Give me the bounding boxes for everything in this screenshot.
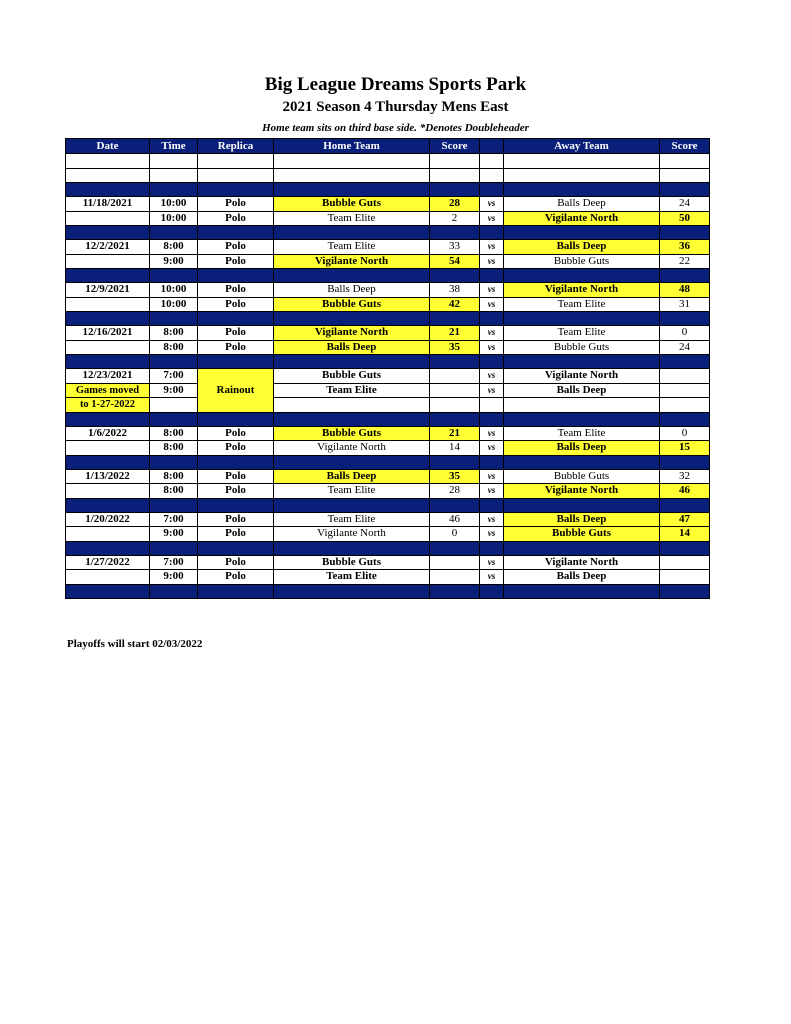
separator-cell	[504, 183, 660, 197]
away-team: Balls Deep	[504, 512, 660, 527]
home-team: Team Elite	[274, 383, 430, 398]
home-score: 28	[430, 197, 480, 212]
separator-cell	[504, 584, 660, 598]
separator-cell	[274, 584, 430, 598]
home-score	[430, 555, 480, 570]
week-separator	[66, 584, 710, 598]
away-score	[660, 369, 710, 384]
away-team: Balls Deep	[504, 240, 660, 255]
game-time: 10:00	[150, 283, 198, 298]
rain-note-row	[66, 398, 710, 413]
column-header-replica: Replica	[198, 139, 274, 154]
empty-cell	[198, 168, 274, 183]
game-date: 1/13/2022	[66, 469, 150, 484]
vs-label: vs	[480, 297, 504, 312]
game-row	[66, 426, 710, 441]
away-score: 14	[660, 527, 710, 542]
game-time: 8:00	[150, 326, 198, 341]
game-time: 9:00	[150, 527, 198, 542]
empty-cell	[430, 168, 480, 183]
week-separator	[66, 541, 710, 555]
empty-cell	[150, 398, 198, 413]
vs-label: vs	[480, 240, 504, 255]
separator-cell	[150, 226, 198, 240]
schedule-table	[65, 138, 710, 599]
game-time: 7:00	[150, 555, 198, 570]
home-score: 35	[430, 340, 480, 355]
empty-cell	[660, 154, 710, 169]
away-score: 48	[660, 283, 710, 298]
replica-field: Polo	[198, 211, 274, 226]
away-score: 24	[660, 197, 710, 212]
column-header-date: Date	[66, 139, 150, 154]
separator-cell	[660, 498, 710, 512]
vs-label: vs	[480, 570, 504, 585]
separator-cell	[274, 412, 430, 426]
home-score: 28	[430, 484, 480, 499]
separator-cell	[504, 412, 660, 426]
separator-cell	[198, 226, 274, 240]
away-team: Vigilante North	[504, 283, 660, 298]
game-date: 12/16/2021	[66, 326, 150, 341]
empty-cell	[430, 398, 480, 413]
empty-cell	[66, 340, 150, 355]
game-time: 8:00	[150, 340, 198, 355]
game-row	[66, 297, 710, 312]
replica-field: Polo	[198, 441, 274, 456]
vs-label: vs	[480, 283, 504, 298]
separator-cell	[274, 269, 430, 283]
column-header-away-score: Score	[660, 139, 710, 154]
game-time: 7:00	[150, 369, 198, 384]
separator-cell	[66, 355, 150, 369]
separator-cell	[150, 584, 198, 598]
game-row	[66, 340, 710, 355]
rain-note: to 1-27-2022	[66, 398, 150, 413]
game-time: 9:00	[150, 383, 198, 398]
replica-field: Polo	[198, 570, 274, 585]
blank-row	[66, 154, 710, 169]
game-row	[66, 197, 710, 212]
away-score: 24	[660, 340, 710, 355]
game-date: 1/6/2022	[66, 426, 150, 441]
empty-cell	[504, 398, 660, 413]
separator-cell	[480, 312, 504, 326]
separator-cell	[480, 584, 504, 598]
separator-cell	[150, 269, 198, 283]
separator-cell	[660, 412, 710, 426]
game-row	[66, 484, 710, 499]
separator-cell	[660, 226, 710, 240]
column-header-home-score: Score	[430, 139, 480, 154]
vs-label: vs	[480, 369, 504, 384]
replica-field: Polo	[198, 512, 274, 527]
vs-label: vs	[480, 383, 504, 398]
away-score: 47	[660, 512, 710, 527]
separator-cell	[198, 412, 274, 426]
home-team: Team Elite	[274, 484, 430, 499]
replica-field: Polo	[198, 484, 274, 499]
home-team: Bubble Guts	[274, 369, 430, 384]
separator-cell	[274, 455, 430, 469]
separator-cell	[480, 412, 504, 426]
separator-cell	[480, 541, 504, 555]
separator-cell	[198, 455, 274, 469]
empty-cell	[274, 398, 430, 413]
separator-cell	[504, 498, 660, 512]
vs-label: vs	[480, 469, 504, 484]
separator-cell	[66, 498, 150, 512]
separator-cell	[66, 584, 150, 598]
home-team: Bubble Guts	[274, 297, 430, 312]
vs-label: vs	[480, 426, 504, 441]
separator-cell	[660, 455, 710, 469]
away-team: Balls Deep	[504, 570, 660, 585]
home-score: 0	[430, 527, 480, 542]
home-score: 14	[430, 441, 480, 456]
separator-cell	[198, 269, 274, 283]
header-row	[66, 139, 710, 154]
separator-cell	[430, 312, 480, 326]
week-separator	[66, 312, 710, 326]
blank-row	[66, 168, 710, 183]
game-date: 12/23/2021	[66, 369, 150, 384]
empty-cell	[66, 527, 150, 542]
separator-cell	[150, 355, 198, 369]
separator-cell	[430, 455, 480, 469]
separator-cell	[480, 183, 504, 197]
game-row	[66, 369, 710, 384]
away-score	[660, 555, 710, 570]
home-score: 21	[430, 426, 480, 441]
column-header-vs	[480, 139, 504, 154]
separator-cell	[480, 355, 504, 369]
rainout-label: Rainout	[198, 369, 274, 413]
separator-cell	[150, 412, 198, 426]
home-team: Team Elite	[274, 211, 430, 226]
away-score: 22	[660, 254, 710, 269]
vs-label: vs	[480, 197, 504, 212]
away-team: Vigilante North	[504, 211, 660, 226]
empty-cell	[66, 168, 150, 183]
replica-field: Polo	[198, 254, 274, 269]
schedule-note: Home team sits on third base side. *Denotes Doubleheader	[262, 122, 529, 134]
separator-cell	[66, 183, 150, 197]
game-time: 8:00	[150, 484, 198, 499]
game-date: 11/18/2021	[66, 197, 150, 212]
separator-cell	[504, 226, 660, 240]
away-team: Bubble Guts	[504, 527, 660, 542]
separator-cell	[150, 183, 198, 197]
empty-cell	[480, 398, 504, 413]
game-date: 12/9/2021	[66, 283, 150, 298]
away-team: Vigilante North	[504, 484, 660, 499]
rain-note: Games moved	[66, 383, 150, 398]
vs-label: vs	[480, 340, 504, 355]
game-time: 10:00	[150, 197, 198, 212]
game-time: 10:00	[150, 211, 198, 226]
week-separator	[66, 455, 710, 469]
game-row	[66, 441, 710, 456]
separator-cell	[198, 498, 274, 512]
home-score: 38	[430, 283, 480, 298]
separator-cell	[430, 541, 480, 555]
away-team: Balls Deep	[504, 383, 660, 398]
vs-label: vs	[480, 555, 504, 570]
game-time: 8:00	[150, 240, 198, 255]
game-row	[66, 240, 710, 255]
home-team: Bubble Guts	[274, 426, 430, 441]
separator-cell	[66, 412, 150, 426]
separator-cell	[150, 498, 198, 512]
week-separator	[66, 412, 710, 426]
separator-cell	[198, 541, 274, 555]
away-team: Vigilante North	[504, 555, 660, 570]
home-team: Vigilante North	[274, 527, 430, 542]
separator-cell	[480, 498, 504, 512]
away-score: 0	[660, 426, 710, 441]
separator-cell	[660, 355, 710, 369]
game-row	[66, 512, 710, 527]
week-separator	[66, 498, 710, 512]
home-team: Team Elite	[274, 240, 430, 255]
game-row	[66, 383, 710, 398]
separator-cell	[274, 226, 430, 240]
empty-cell	[480, 154, 504, 169]
home-team: Balls Deep	[274, 283, 430, 298]
away-team: Team Elite	[504, 326, 660, 341]
separator-cell	[660, 312, 710, 326]
home-team: Vigilante North	[274, 441, 430, 456]
away-team: Team Elite	[504, 297, 660, 312]
empty-cell	[66, 211, 150, 226]
away-score: 50	[660, 211, 710, 226]
away-score: 32	[660, 469, 710, 484]
separator-cell	[430, 355, 480, 369]
home-score: 35	[430, 469, 480, 484]
home-score: 2	[430, 211, 480, 226]
separator-cell	[274, 183, 430, 197]
replica-field: Polo	[198, 326, 274, 341]
separator-cell	[480, 226, 504, 240]
game-row	[66, 326, 710, 341]
separator-cell	[66, 312, 150, 326]
game-date: 12/2/2021	[66, 240, 150, 255]
vs-label: vs	[480, 441, 504, 456]
home-team: Vigilante North	[274, 326, 430, 341]
separator-cell	[660, 541, 710, 555]
separator-cell	[480, 455, 504, 469]
empty-cell	[66, 570, 150, 585]
home-team: Team Elite	[274, 570, 430, 585]
game-time: 8:00	[150, 469, 198, 484]
separator-cell	[504, 455, 660, 469]
empty-cell	[66, 441, 150, 456]
away-score: 0	[660, 326, 710, 341]
column-header-away-team: Away Team	[504, 139, 660, 154]
home-team: Vigilante North	[274, 254, 430, 269]
empty-cell	[66, 154, 150, 169]
empty-cell	[274, 168, 430, 183]
away-score	[660, 570, 710, 585]
away-team: Bubble Guts	[504, 254, 660, 269]
separator-cell	[480, 269, 504, 283]
separator-cell	[198, 312, 274, 326]
replica-field: Polo	[198, 527, 274, 542]
away-team: Balls Deep	[504, 197, 660, 212]
home-score: 33	[430, 240, 480, 255]
playoffs-note: Playoffs will start 02/03/2022	[67, 638, 203, 650]
empty-cell	[66, 297, 150, 312]
separator-cell	[430, 269, 480, 283]
separator-cell	[660, 269, 710, 283]
separator-cell	[504, 355, 660, 369]
home-team: Balls Deep	[274, 469, 430, 484]
home-score: 42	[430, 297, 480, 312]
separator-cell	[274, 498, 430, 512]
game-time: 9:00	[150, 254, 198, 269]
game-time: 8:00	[150, 426, 198, 441]
separator-cell	[66, 455, 150, 469]
separator-cell	[430, 412, 480, 426]
game-row	[66, 283, 710, 298]
empty-cell	[660, 168, 710, 183]
away-team: Balls Deep	[504, 441, 660, 456]
game-row	[66, 469, 710, 484]
replica-field: Polo	[198, 283, 274, 298]
separator-cell	[660, 584, 710, 598]
empty-cell	[660, 398, 710, 413]
vs-label: vs	[480, 254, 504, 269]
replica-field: Polo	[198, 340, 274, 355]
week-separator	[66, 355, 710, 369]
separator-cell	[430, 226, 480, 240]
home-score: 21	[430, 326, 480, 341]
separator-cell	[660, 183, 710, 197]
replica-field: Polo	[198, 197, 274, 212]
home-team: Bubble Guts	[274, 555, 430, 570]
game-time: 7:00	[150, 512, 198, 527]
away-score: 46	[660, 484, 710, 499]
week-separator	[66, 183, 710, 197]
empty-cell	[198, 154, 274, 169]
game-time: 9:00	[150, 570, 198, 585]
home-team: Team Elite	[274, 512, 430, 527]
game-time: 8:00	[150, 441, 198, 456]
separator-cell	[274, 312, 430, 326]
separator-cell	[504, 269, 660, 283]
game-row	[66, 527, 710, 542]
game-time: 10:00	[150, 297, 198, 312]
separator-cell	[430, 183, 480, 197]
replica-field: Polo	[198, 240, 274, 255]
separator-cell	[504, 541, 660, 555]
separator-cell	[430, 584, 480, 598]
home-team: Balls Deep	[274, 340, 430, 355]
vs-label: vs	[480, 527, 504, 542]
separator-cell	[150, 312, 198, 326]
game-date: 1/27/2022	[66, 555, 150, 570]
away-team: Team Elite	[504, 426, 660, 441]
empty-cell	[274, 154, 430, 169]
separator-cell	[150, 541, 198, 555]
game-date: 1/20/2022	[66, 512, 150, 527]
away-team: Bubble Guts	[504, 340, 660, 355]
separator-cell	[198, 183, 274, 197]
home-score	[430, 570, 480, 585]
home-score	[430, 383, 480, 398]
away-score: 15	[660, 441, 710, 456]
empty-cell	[150, 154, 198, 169]
page-title: Big League Dreams Sports Park	[264, 74, 527, 95]
game-row	[66, 555, 710, 570]
empty-cell	[504, 154, 660, 169]
empty-cell	[66, 484, 150, 499]
empty-cell	[66, 254, 150, 269]
separator-cell	[150, 455, 198, 469]
away-score	[660, 383, 710, 398]
home-score	[430, 369, 480, 384]
home-team: Bubble Guts	[274, 197, 430, 212]
game-row	[66, 211, 710, 226]
season-subtitle: 2021 Season 4 Thursday Mens East	[282, 99, 509, 115]
separator-cell	[66, 269, 150, 283]
vs-label: vs	[480, 484, 504, 499]
empty-cell	[430, 154, 480, 169]
replica-field: Polo	[198, 426, 274, 441]
separator-cell	[66, 226, 150, 240]
separator-cell	[274, 355, 430, 369]
vs-label: vs	[480, 211, 504, 226]
empty-cell	[150, 168, 198, 183]
away-team: Bubble Guts	[504, 469, 660, 484]
empty-cell	[480, 168, 504, 183]
week-separator	[66, 226, 710, 240]
away-score: 31	[660, 297, 710, 312]
home-score: 54	[430, 254, 480, 269]
away-score: 36	[660, 240, 710, 255]
replica-field: Polo	[198, 297, 274, 312]
separator-cell	[198, 355, 274, 369]
away-team: Vigilante North	[504, 369, 660, 384]
separator-cell	[66, 541, 150, 555]
vs-label: vs	[480, 326, 504, 341]
vs-label: vs	[480, 512, 504, 527]
column-header-time: Time	[150, 139, 198, 154]
column-header-home-team: Home Team	[274, 139, 430, 154]
separator-cell	[198, 584, 274, 598]
home-score: 46	[430, 512, 480, 527]
separator-cell	[430, 498, 480, 512]
game-row	[66, 570, 710, 585]
separator-cell	[274, 541, 430, 555]
game-row	[66, 254, 710, 269]
replica-field: Polo	[198, 555, 274, 570]
week-separator	[66, 269, 710, 283]
empty-cell	[504, 168, 660, 183]
separator-cell	[504, 312, 660, 326]
replica-field: Polo	[198, 469, 274, 484]
